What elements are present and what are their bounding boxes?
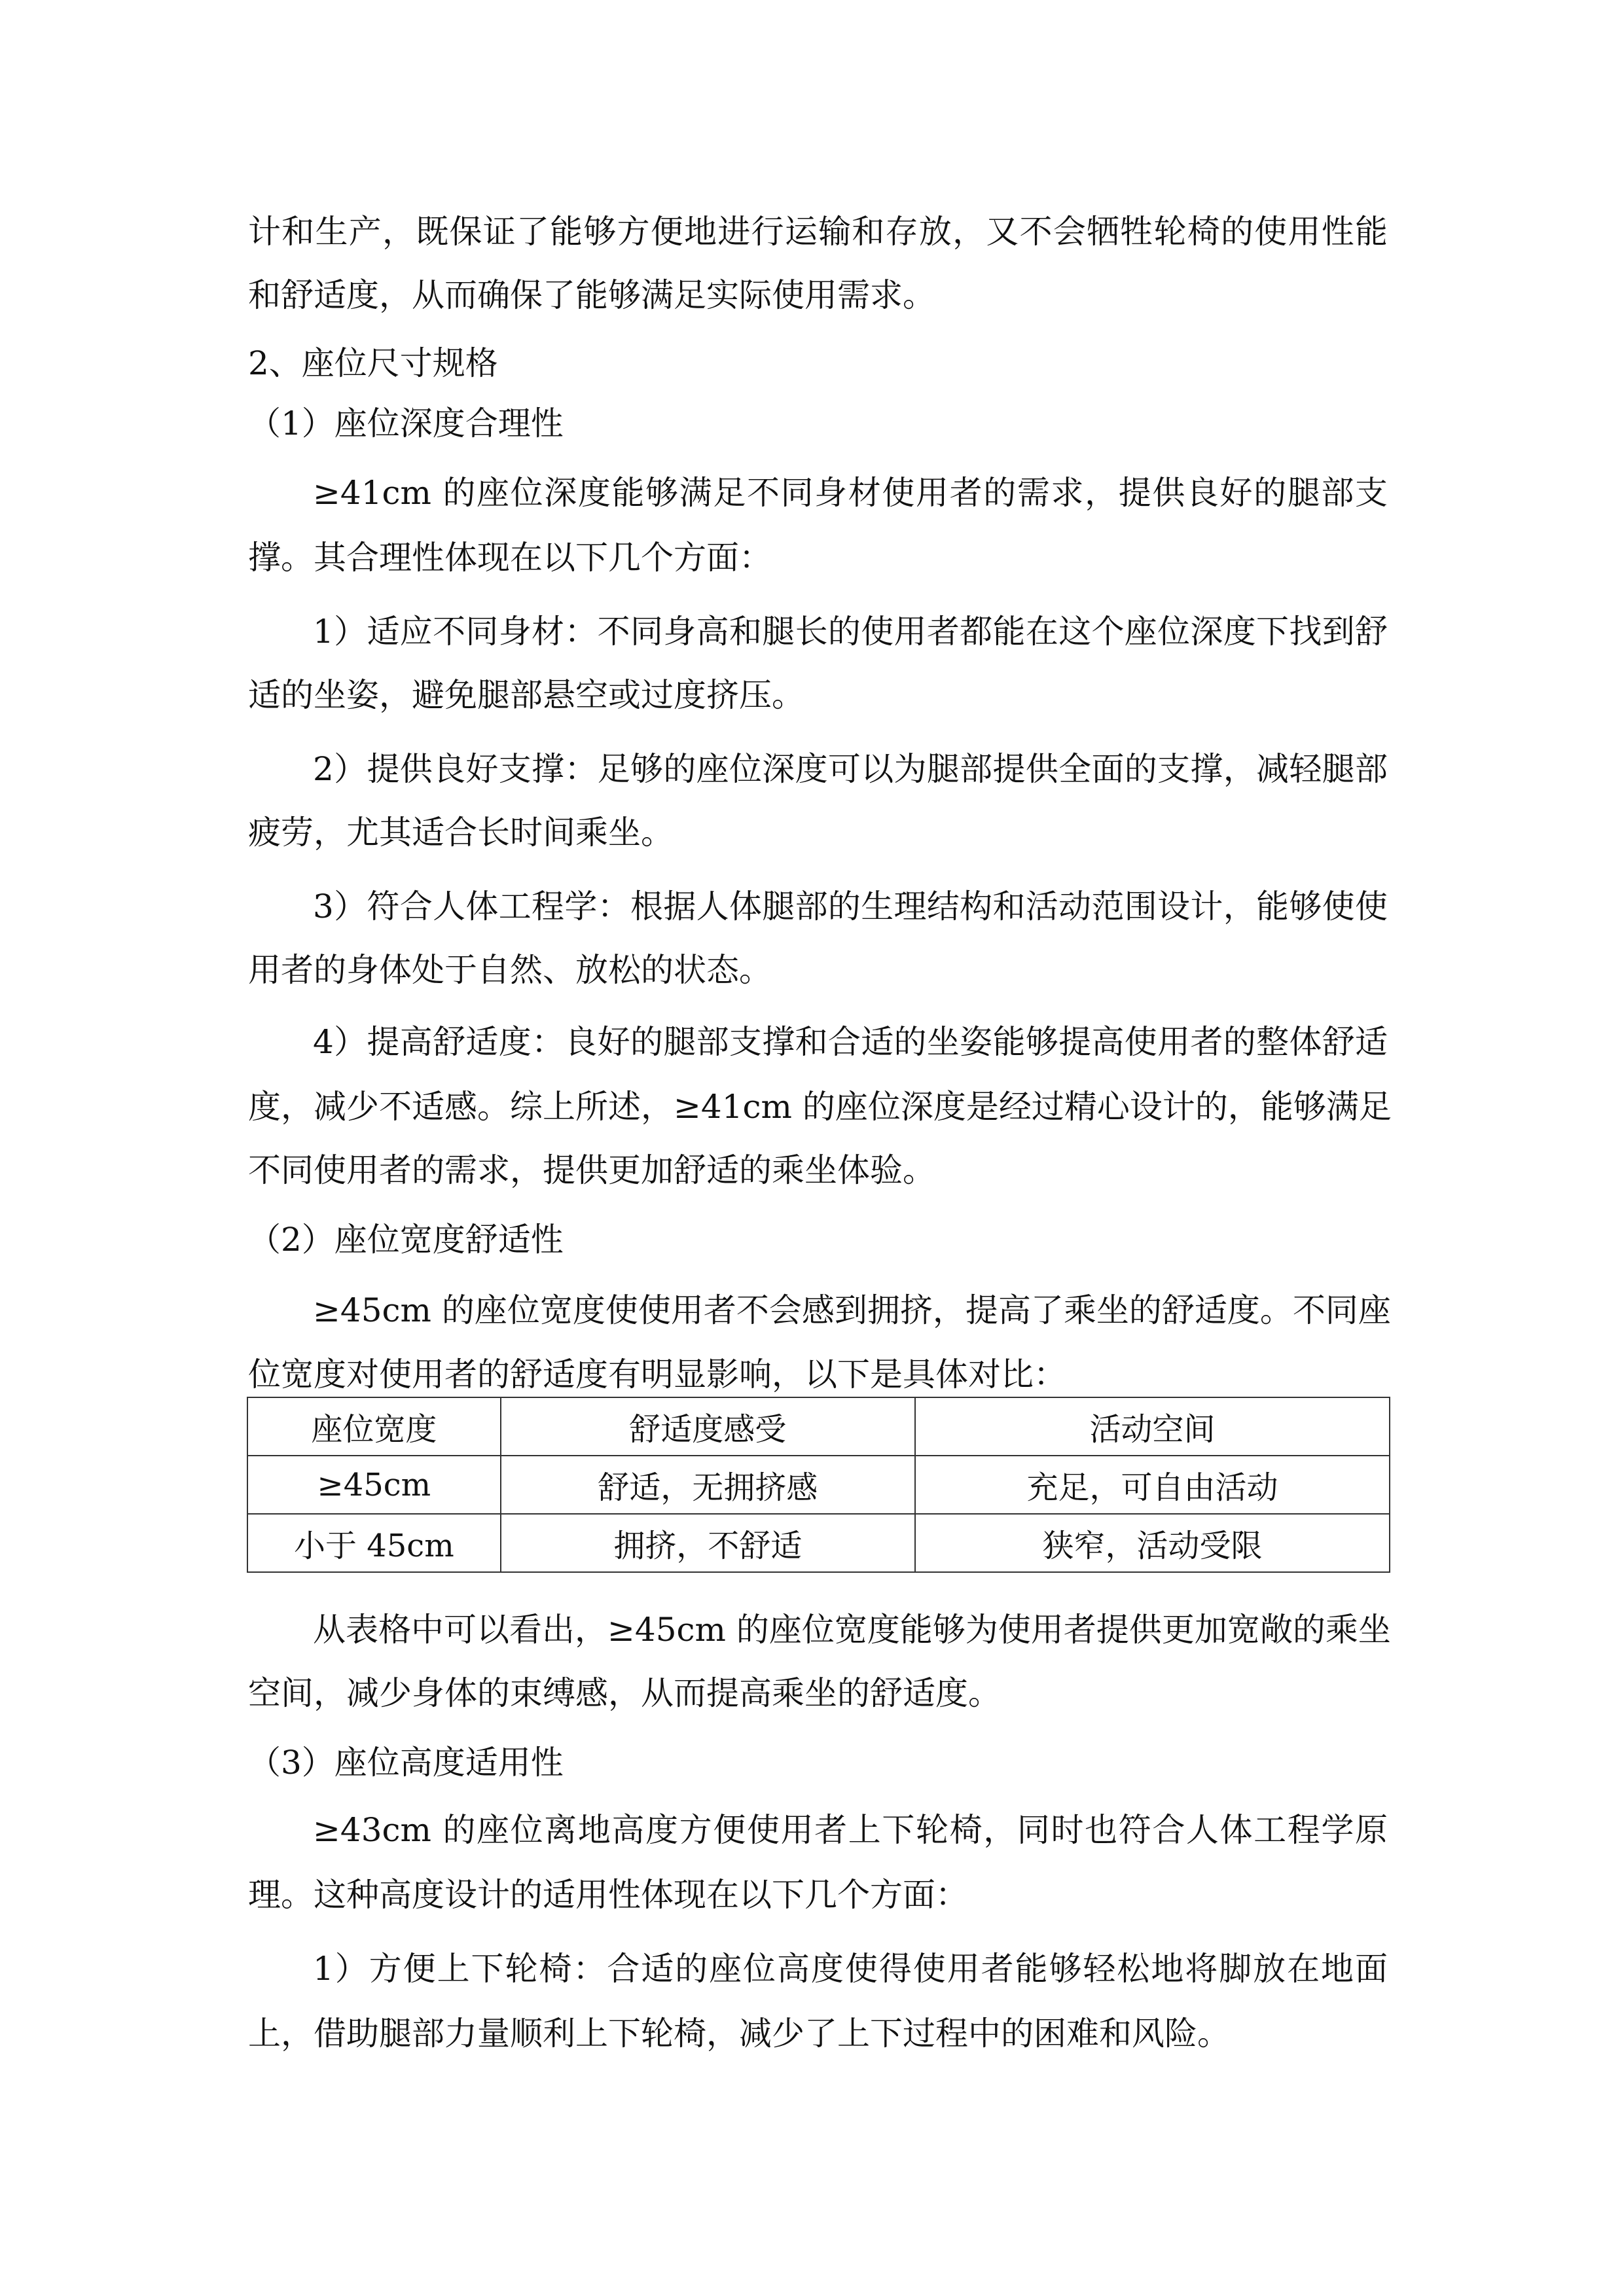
table-cell: 狭窄，活动受限 (915, 1514, 1390, 1572)
text-line: ≥41cm 的座位深度能够满足不同身材使用者的需求，提供良好的腿部支 (313, 474, 1388, 512)
table-cell: 拥挤，不舒适 (501, 1514, 915, 1572)
table-header-cell: 舒适度感受 (501, 1397, 915, 1456)
text-line: 1）方便上下轮椅：合适的座位高度使得使用者能够轻松地将脚放在地面 (313, 1950, 1388, 1988)
text-line: 和舒适度，从而确保了能够满足实际使用需求。 (248, 276, 935, 314)
table-header-cell: 活动空间 (915, 1397, 1390, 1456)
text-line: 空间，减少身体的束缚感，从而提高乘坐的舒适度。 (248, 1674, 1001, 1712)
text-line: 用者的身体处于自然、放松的状态。 (248, 951, 772, 989)
text-line: 度，减少不适感。综上所述，≥41cm 的座位深度是经过精心设计的，能够满足 (248, 1088, 1392, 1126)
text-line: 适的坐姿，避免腿部悬空或过度挤压。 (248, 676, 804, 714)
text-line: 位宽度对使用者的舒适度有明显影响，以下是具体对比： (248, 1355, 1066, 1393)
text-line: 理。这种高度设计的适用性体现在以下几个方面： (248, 1876, 968, 1914)
table-cell: 舒适，无拥挤感 (501, 1456, 915, 1514)
text-line: 2）提供良好支撑：足够的座位深度可以为腿部提供全面的支撑，减轻腿部 (313, 750, 1388, 788)
text-line: 3）符合人体工程学：根据人体腿部的生理结构和活动范围设计，能够使使 (313, 888, 1388, 925)
text-line: （2）座位宽度舒适性 (248, 1221, 564, 1259)
text-line: ≥45cm 的座位宽度使使用者不会感到拥挤，提高了乘坐的舒适度。不同座 (313, 1291, 1391, 1329)
text-line: 计和生产，既保证了能够方便地进行运输和存放，又不会牺牲轮椅的使用性能 (248, 213, 1388, 251)
text-line: （3）座位高度适用性 (248, 1744, 564, 1782)
text-line: ≥43cm 的座位离地高度方便使用者上下轮椅，同时也符合人体工程学原 (313, 1811, 1388, 1849)
table-row (247, 1456, 1390, 1514)
table-header-row (247, 1397, 1390, 1456)
text-line: 4）提高舒适度：良好的腿部支撑和合适的坐姿能够提高使用者的整体舒适 (313, 1023, 1388, 1061)
text-line: 撑。其合理性体现在以下几个方面： (248, 539, 772, 577)
text-line: 2、座位尺寸规格 (248, 344, 498, 382)
table-cell: 小于 45cm (247, 1514, 501, 1572)
text-line: 1）适应不同身材：不同身高和腿长的使用者都能在这个座位深度下找到舒 (313, 613, 1388, 651)
table-header-cell: 座位宽度 (247, 1397, 501, 1456)
text-line: 不同使用者的需求，提供更加舒适的乘坐体验。 (248, 1151, 935, 1189)
table-cell: ≥45cm (247, 1456, 501, 1514)
text-line: 从表格中可以看出，≥45cm 的座位宽度能够为使用者提供更加宽敞的乘坐 (313, 1611, 1391, 1649)
text-line: 上，借助腿部力量顺利上下轮椅，减少了上下过程中的困难和风险。 (248, 2015, 1230, 2053)
table-cell: 充足，可自由活动 (915, 1456, 1390, 1514)
text-line: 疲劳，尤其适合长时间乘坐。 (248, 814, 674, 852)
table-row (247, 1514, 1390, 1572)
seat-width-comparison-table (247, 1397, 1390, 1573)
text-line: （1）座位深度合理性 (248, 404, 564, 442)
